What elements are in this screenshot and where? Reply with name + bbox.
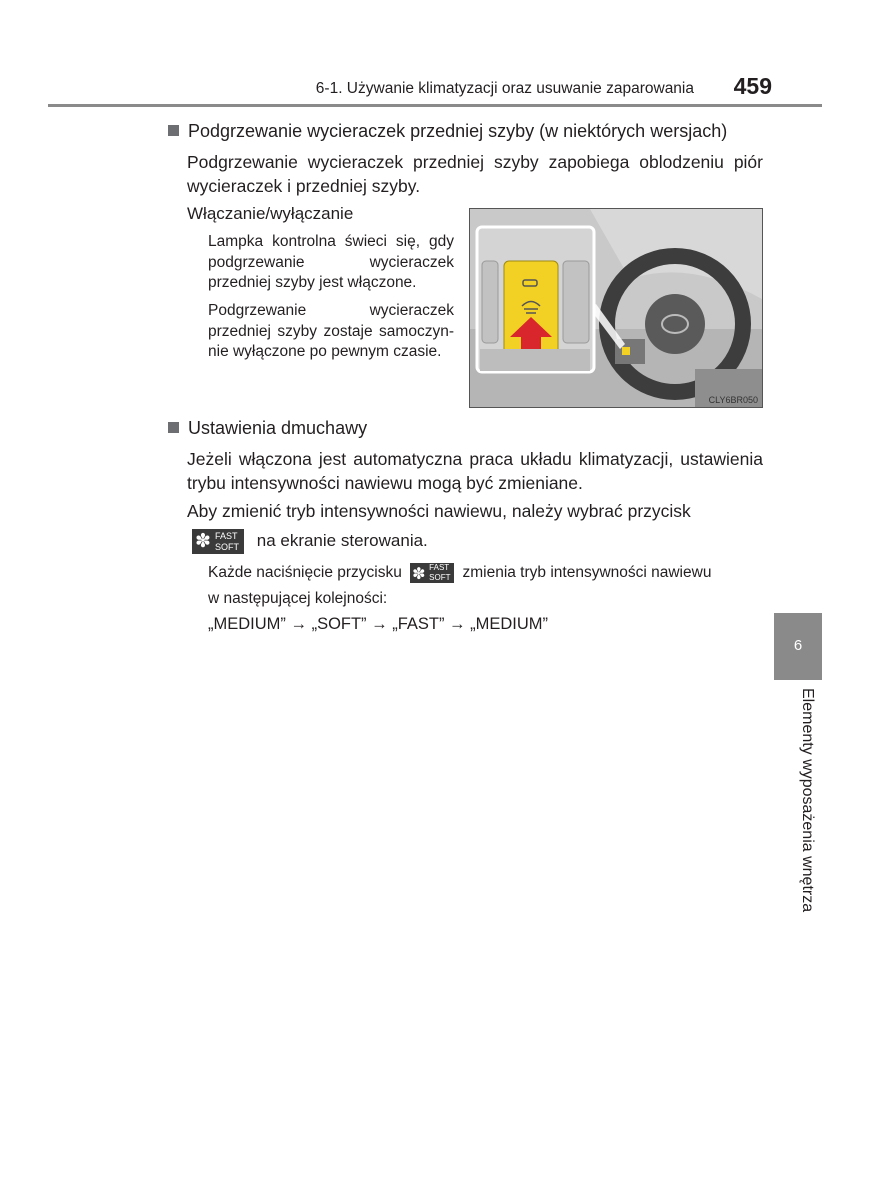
- wiper-heater-switch-illustration: [469, 208, 763, 408]
- blower-instruction-cont: ✽ FAST SOFT na ekranie sterowania.: [192, 529, 428, 554]
- chapter-title: 6-1. Używanie klimatyzacji oraz usuwanie zaparowania: [315, 80, 694, 97]
- blower-instruction: Aby zmienić tryb intensywności nawiewu, należy wybrać przycisk: [187, 501, 691, 521]
- page-number: 459: [733, 73, 772, 99]
- fan-icon: ✽: [412, 565, 426, 583]
- chapter-number: 6: [793, 637, 803, 654]
- dashboard-photo: [470, 209, 762, 407]
- fan-icon: ✽: [195, 531, 211, 552]
- press-note: Każde naciśnięcie przycisku ✽ FAST SOFT zmienia tryb intensywności nawiewu: [208, 561, 711, 585]
- fast-soft-button: ✽ FAST SOFT: [192, 529, 244, 554]
- mode-sequence: „MEDIUM” → „SOFT” → „FAST” → „MEDIUM”: [208, 615, 549, 633]
- page-header: [48, 70, 822, 107]
- wiper-heater-description: Podgrzewanie wycieraczek przedniej szyby zapobiega oblodzeniu piór wycieraczek i przedniej szyby.: [187, 152, 763, 196]
- blower-description: Jeżeli włączona jest automatyczna praca układu klimatyzacji, ustawienia trybu intensywności nawiewu mogą być zmieniane.: [187, 449, 763, 493]
- chapter-side-label: Elementy wyposażenia wnętrza: [799, 688, 816, 913]
- on-off-subheading: Włączanie/wyłączanie: [187, 204, 354, 223]
- bullet-square-icon: [168, 422, 179, 433]
- chapter-tab: [774, 613, 822, 680]
- bullet-square-icon: [168, 125, 179, 136]
- indicator-note: Lampka kontrolna świeci się, gdy podgrzewanie wycieraczek przedniej szyby jest włączone.: [208, 233, 454, 291]
- press-note-cont: w następującej kolejności:: [208, 590, 388, 607]
- auto-off-note: Podgrzewanie wycieraczek przedniej szyby zostaje samoczynnie wyłączone po pewnym czasie.: [208, 302, 454, 360]
- section-heading-blower: Ustawienia dmuchawy: [168, 418, 367, 439]
- image-code: CLY6BR050: [708, 395, 758, 405]
- fast-soft-button-small: ✽ FAST SOFT: [410, 563, 454, 583]
- section-heading-wiper-heater: Podgrzewanie wycieraczek przedniej szyby (w niektórych wersjach): [168, 121, 727, 142]
